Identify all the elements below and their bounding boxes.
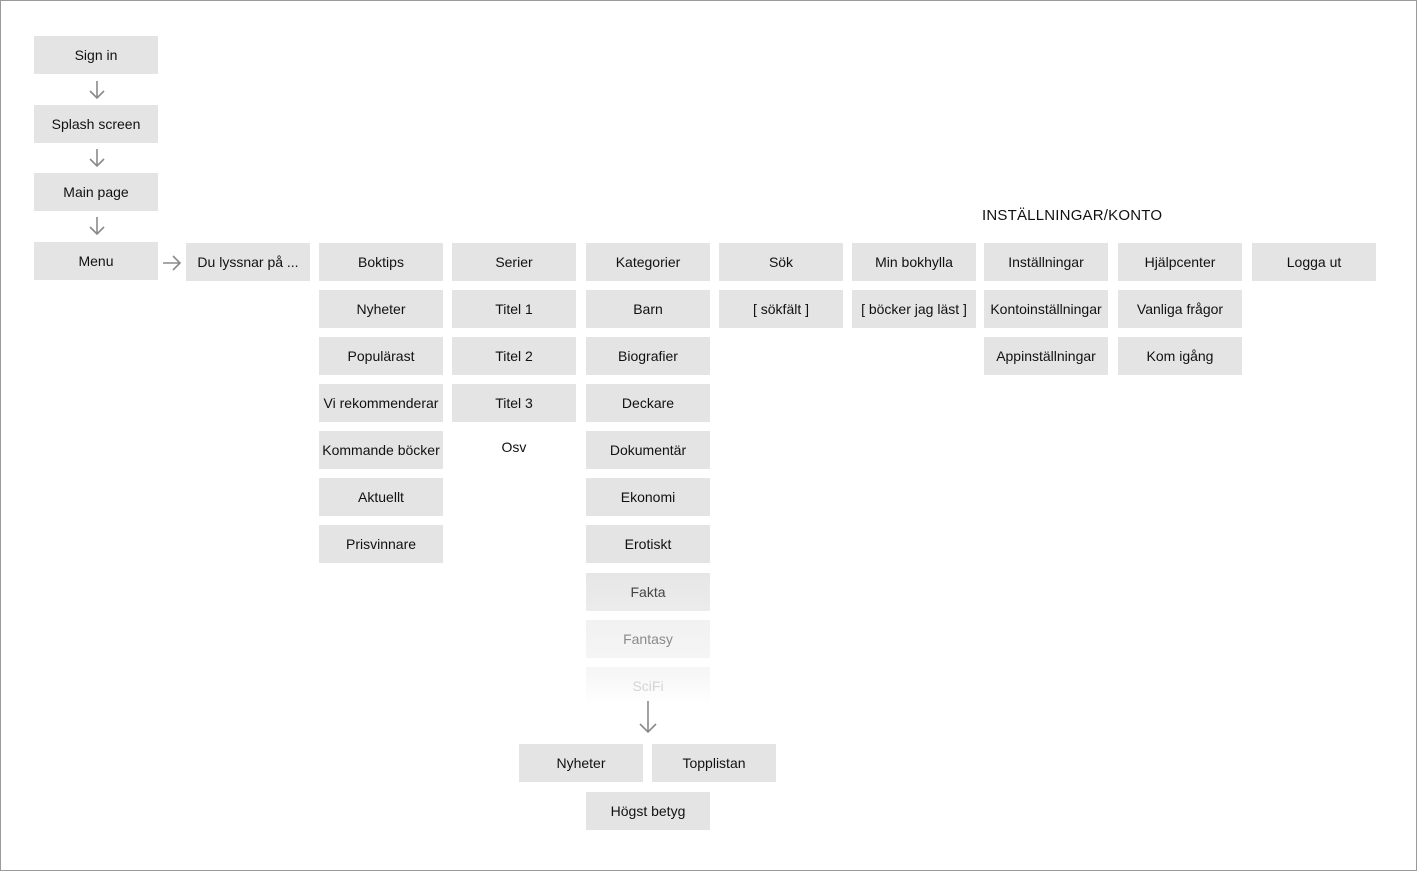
node-boktips-item: Vi rekommenderar [319,384,443,422]
node-installningar: Inställningar [984,243,1108,281]
node-boktips-item: Nyheter [319,290,443,328]
node-kontoinstallningar: Kontoinställningar [984,290,1108,328]
node-kategori-item: Deckare [586,384,710,422]
node-kategori-item: Ekonomi [586,478,710,516]
arrow-right-icon [162,254,182,272]
node-vanliga-fragor: Vanliga frågor [1118,290,1242,328]
node-kom-igang: Kom igång [1118,337,1242,375]
node-kategorier: Kategorier [586,243,710,281]
node-boktips-item: Aktuellt [319,478,443,516]
arrow-down-icon [88,80,106,100]
node-kategori-item: Fantasy [586,620,710,658]
node-serier-item: Titel 2 [452,337,576,375]
node-splash-screen: Splash screen [34,105,158,143]
node-kategori-item: Fakta [586,573,710,611]
node-menu: Menu [34,242,158,280]
section-heading: INSTÄLLNINGAR/KONTO [982,207,1163,224]
node-boktips-item: Populärast [319,337,443,375]
node-boktips-item: Kommande böcker [319,431,443,469]
arrow-down-icon [638,700,658,734]
node-kategori-item: Dokumentär [586,431,710,469]
node-serier: Serier [452,243,576,281]
arrow-down-icon [88,216,106,236]
node-kategori-item: SciFi [586,667,710,705]
node-boktips-item: Prisvinnare [319,525,443,563]
node-kategori-nyheter: Nyheter [519,744,643,782]
node-kategori-hogst-betyg: Högst betyg [586,792,710,830]
node-kategori-item: Biografier [586,337,710,375]
node-appinstallningar: Appinställningar [984,337,1108,375]
arrow-down-icon [88,148,106,168]
node-sok: Sök [719,243,843,281]
node-kategori-item: Barn [586,290,710,328]
node-bocker-jag-last: [ böcker jag läst ] [852,290,976,328]
node-min-bokhylla: Min bokhylla [852,243,976,281]
node-boktips: Boktips [319,243,443,281]
node-serier-more: Osv [501,439,527,455]
node-hjalpcenter: Hjälpcenter [1118,243,1242,281]
node-serier-item: Titel 3 [452,384,576,422]
node-main-page: Main page [34,173,158,211]
node-serier-item: Titel 1 [452,290,576,328]
node-kategori-item: Erotiskt [586,525,710,563]
node-du-lyssnar: Du lyssnar på ... [186,243,310,281]
node-kategori-topplistan: Topplistan [652,744,776,782]
node-sign-in: Sign in [34,36,158,74]
node-logga-ut: Logga ut [1252,243,1376,281]
node-sokfalt: [ sökfält ] [719,290,843,328]
